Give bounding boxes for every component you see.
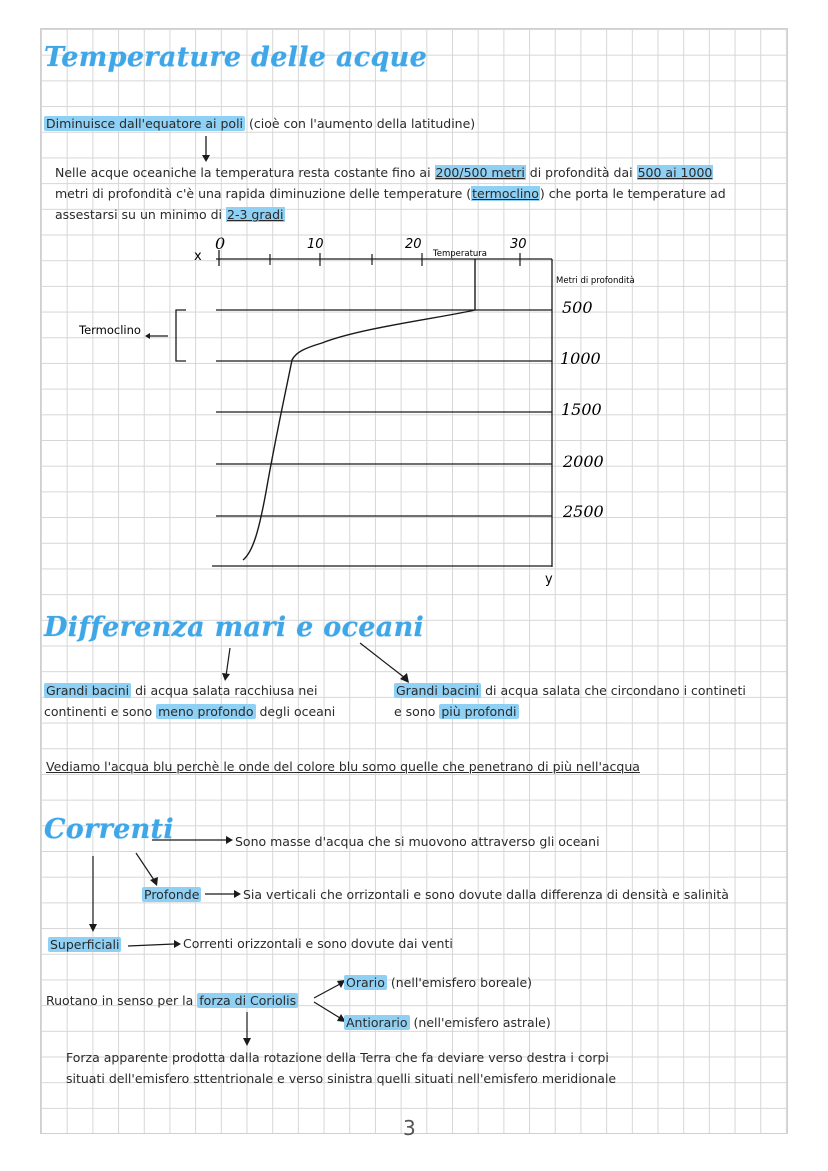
antiorario-text: (nell'emisfero astrale) (409, 1015, 551, 1030)
arrow-superficiali-desc (128, 944, 174, 946)
superficiali-description: Correnti orizzontali e sono dovute dai venti (183, 936, 453, 951)
intro-rest: (cioè con l'aumento della latitudine) (245, 116, 476, 131)
ruotano-text: Ruotano in senso per la (46, 993, 198, 1008)
temp-tick-label: 30 (510, 237, 527, 252)
profonde-label (142, 884, 201, 905)
arrow-profonde (136, 853, 154, 880)
ruotano-line (46, 990, 298, 1011)
profonde-highlight: Profonde (144, 887, 200, 902)
mari-text: continenti e sono (44, 704, 157, 719)
arrow-head (89, 924, 97, 932)
depth-tick-label: 2500 (563, 502, 604, 521)
forza-line2: situati dell'emisfero sttentrionale e verso sinistra quelli situati nell'emisfero meridionale (66, 1071, 617, 1086)
temp-tick-label: 10 (307, 237, 324, 252)
arrow-orario (314, 984, 340, 998)
p1-text: di profondità dai (525, 165, 637, 180)
temperature-label: Temperatura (433, 249, 488, 259)
p1-highlight: 2-3 gradi (227, 207, 284, 222)
intro-highlight: Diminuisce dall'equatore ai poli (46, 116, 244, 131)
p1-text: ) che porta le temperature ad (539, 186, 726, 201)
depth-tick-label: 1500 (561, 400, 602, 419)
forza-line1: Forza apparente prodotta dalla rotazione della Terra che fa deviare verso destra i corpi (66, 1050, 609, 1065)
termoclino-label: Termoclino (79, 323, 141, 337)
y-axis-letter: y (545, 572, 553, 587)
p1-highlight: 500 ai 1000 (637, 165, 713, 180)
arrow-head (243, 1038, 251, 1046)
mari-highlight: Grandi bacini (46, 683, 130, 698)
arrow-head (174, 940, 181, 948)
p1-highlight: termoclino (472, 186, 539, 201)
oceani-highlight: più profondi (441, 704, 517, 719)
oceani-text: e sono (394, 704, 440, 719)
page-title: Temperature delle acque (44, 42, 428, 73)
temp-tick-label: 20 (405, 237, 422, 252)
p1-highlight: 200/500 metri (435, 165, 525, 180)
antiorario-line (344, 1012, 551, 1033)
coriolis-highlight: forza di Coriolis (199, 993, 297, 1008)
orario-highlight: Orario (346, 975, 385, 990)
depth-tick-label: 2000 (563, 452, 604, 471)
x-axis-letter: x (194, 249, 202, 264)
page-number: 3 (403, 1116, 416, 1140)
oceani-text: di acqua salata che circondano i contineti (481, 683, 746, 698)
orario-line (344, 972, 532, 993)
mari-text: di acqua salata racchiusa nei (131, 683, 318, 698)
oceani-highlight: Grandi bacini (396, 683, 480, 698)
section-title-mari-oceani: Differenza mari e oceani (44, 612, 425, 643)
antiorario-highlight: Antiorario (346, 1015, 408, 1030)
arrow-head (226, 836, 233, 844)
profonde-description: Sia verticali che orrizontali e sono dovute dalla differenza di densità e salinità (243, 887, 729, 902)
temp-tick-label: 0 (215, 234, 226, 253)
depth-tick-label: 500 (562, 298, 593, 317)
orario-text: (nell'emisfero boreale) (386, 975, 533, 990)
arrow-head (234, 890, 241, 898)
p1-text: metri di profondità c'è una rapida diminuzione delle temperature ( (55, 186, 472, 201)
arrow-antiorario (314, 1002, 340, 1018)
mari-text: degli oceani (255, 704, 336, 719)
depth-tick-label: 1000 (560, 349, 601, 368)
p1-text: Nelle acque oceaniche la temperatura resta costante fino ai (55, 165, 435, 180)
p1-text: assestarsi su un minimo di (55, 207, 226, 222)
blue-water-note: Vediamo l'acqua blu perchè le onde del colore blu somo quelle che penetrano di più nell'acqua (46, 759, 640, 774)
superficiali-highlight: Superficiali (50, 937, 120, 952)
superficiali-label (48, 934, 121, 955)
depth-label: Metri di profondità (556, 276, 635, 286)
correnti-definition: Sono masse d'acqua che si muovono attraverso gli oceani (235, 834, 600, 849)
mari-highlight: meno profondo (158, 704, 254, 719)
section-title-correnti: Correnti (44, 814, 174, 845)
